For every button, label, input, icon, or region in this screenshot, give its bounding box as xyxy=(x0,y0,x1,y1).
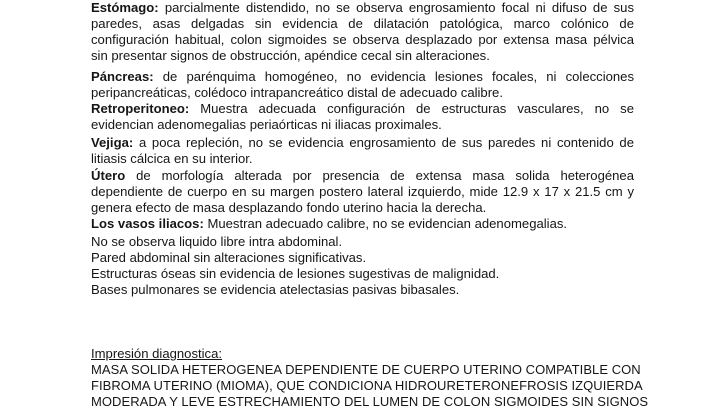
impresion-line-1: MASA SOLIDA HETEROGENEA DEPENDIENTE DE CUERPO UTERINO COMPATIBLE CON xyxy=(91,362,641,377)
vejiga-text-1: a poca repleción, no se evidencia engrosamiento de sus paredes ni contenido de xyxy=(138,135,634,150)
finding-line: Estructuras óseas sin evidencia de lesiones sugestivas de malignidad. xyxy=(91,266,500,281)
pancreas-line-1 xyxy=(91,69,634,85)
estomago-line-3: configuración habitual, colon sigmoides se observa desplazado por extensa masa pélvica xyxy=(91,32,634,47)
impresion-line-2: FIBROMA UTERINO (MIOMA), QUE CONDICIONA HIDROURETERONEFROSIS IZQUIERDA xyxy=(91,378,643,393)
utero-label: Útero xyxy=(91,168,126,183)
vejiga-line-2: litiasis cálcica en su interior. xyxy=(91,151,253,166)
estomago-text-1: parcialmente distendido, no se observa engrosamiento focal ni difuso de sus xyxy=(164,0,635,15)
pancreas-line-2: peripancreáticas, colédoco intrapancreático distal de adecuado calibre. xyxy=(91,85,503,100)
pancreas-text-1: de parénquima homogéneo, no evidencia lesiones focales, ni colecciones xyxy=(162,69,635,84)
vasos-text-1: Muestran adecuado calibre, no se evidencian adenomegalias. xyxy=(207,216,568,231)
impresion-heading: Impresión diagnostica: xyxy=(91,346,223,361)
impresion-line-3: MODERADA Y LEVE ESTRECHAMIENTO DEL LUMEN DE COLON SIGMOIDES SIN SIGNOS xyxy=(91,394,649,406)
utero-line-3: genera efecto de masa desplazando fondo uterino hacia la derecha. xyxy=(91,200,487,215)
finding-line: Bases pulmonares se evidencia atelectasias pasivas bibasales. xyxy=(91,282,460,297)
estomago-line-4: sin presentar signos de obstrucción, apéndice cecal sin alteraciones. xyxy=(91,48,490,63)
retroperitoneo-text-1: Muestra adecuada configuración de estructuras vasculares, no se xyxy=(200,101,635,116)
utero-text-1: de morfología alterada por presencia de extensa masa solida heterogénea xyxy=(136,168,634,183)
vasos-line-1 xyxy=(91,216,567,232)
retroperitoneo-line-2: evidencian adenomegalias periaórticas ni iliacas proximales. xyxy=(91,117,442,132)
vejiga-line-1 xyxy=(91,135,634,151)
pancreas-label: Páncreas: xyxy=(91,69,154,84)
retroperitoneo-line-1 xyxy=(91,101,634,117)
finding-line: Pared abdominal sin alteraciones significativas. xyxy=(91,250,367,265)
finding-line: No se observa liquido libre intra abdominal. xyxy=(91,234,343,249)
vejiga-label: Vejiga: xyxy=(91,135,134,150)
utero-line-1 xyxy=(91,168,634,184)
estomago-line-2: paredes, asas delgadas sin evidencia de dilatación patológica, marco colónico de xyxy=(91,16,634,31)
retroperitoneo-label: Retroperitoneo: xyxy=(91,101,190,116)
estomago-label: Estómago: xyxy=(91,0,159,15)
estomago-line-1 xyxy=(91,0,634,16)
utero-line-2: dependiente de cuerpo en su margen postero lateral izquierdo, mide 12.9 x 17 x 21.5 cm y xyxy=(91,184,634,199)
vasos-label: Los vasos iliacos: xyxy=(91,216,204,231)
